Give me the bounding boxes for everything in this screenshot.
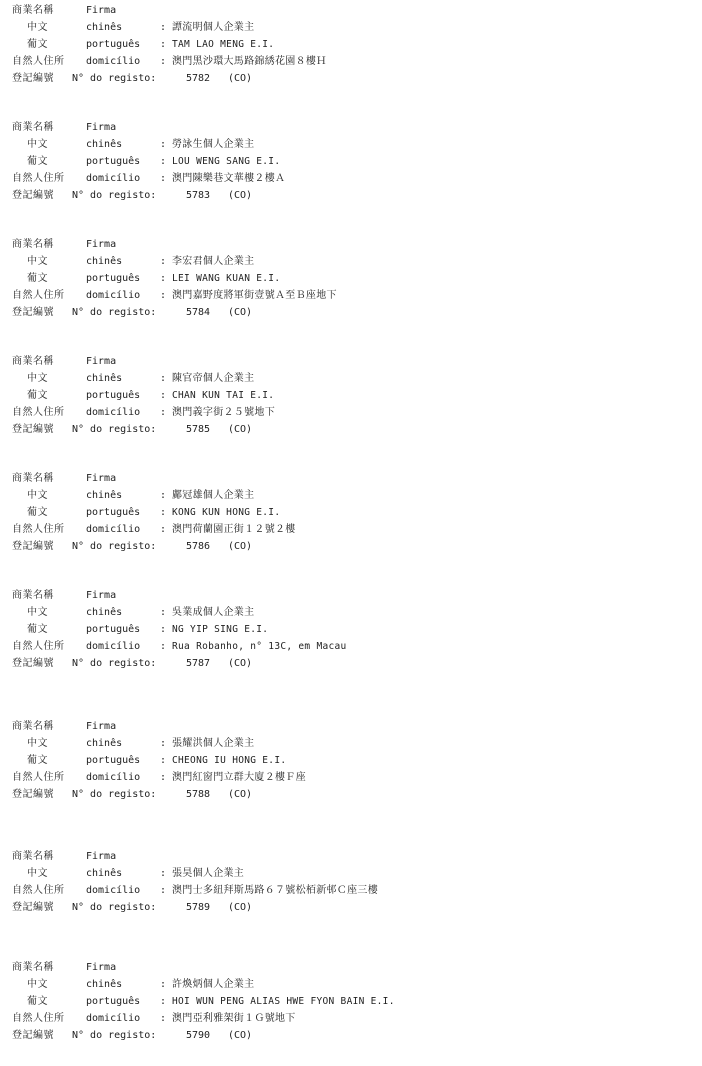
registration-row [0, 423, 702, 437]
domicile-value: 澳門陳樂巷文華樓２樓Ａ [172, 173, 286, 184]
domicile-value: 澳門士多紐拜斯馬路６７號松栢新邨Ｃ座三樓 [172, 885, 378, 896]
domicile-row [0, 55, 702, 69]
portuguese-label-zh: 葡文 [27, 39, 48, 50]
portuguese-label-zh: 葡文 [27, 996, 48, 1007]
colon-separator: : [160, 738, 167, 749]
portuguese-name-value: KONG KUN HONG E.I. [172, 507, 281, 518]
firm-header-row [0, 121, 702, 135]
domicile-value: 澳門荷蘭園正街１２號２樓 [172, 524, 296, 535]
chinese-label-pt: chinês [86, 490, 123, 501]
portuguese-name-row [0, 389, 702, 403]
chinese-name-row [0, 21, 702, 35]
colon-separator: : [160, 624, 167, 635]
colon-separator: : [160, 641, 167, 652]
domicile-label-pt: domicílio [86, 772, 141, 783]
registration-label-zh: 登記編號 [12, 658, 54, 669]
chinese-name-row [0, 489, 702, 503]
domicile-value: Rua Robanho, n° 13C, em Macau [172, 641, 347, 652]
chinese-label-zh: 中文 [27, 979, 48, 990]
portuguese-label-pt: português [86, 39, 141, 50]
chinese-label-pt: chinês [86, 373, 123, 384]
registration-code: (CO) [228, 541, 253, 552]
chinese-label-zh: 中文 [27, 868, 48, 879]
portuguese-label-pt: português [86, 156, 141, 167]
portuguese-name-row [0, 155, 702, 169]
firm-label-zh: 商業名稱 [12, 5, 54, 16]
domicile-row [0, 289, 702, 303]
colon-separator: : [160, 407, 167, 418]
colon-separator: : [160, 607, 167, 618]
domicile-label-zh: 自然人住所 [12, 885, 65, 896]
domicile-label-zh: 自然人住所 [12, 407, 65, 418]
colon-separator: : [160, 979, 167, 990]
chinese-name-row [0, 978, 702, 992]
portuguese-name-value: TAM LAO MENG E.I. [172, 39, 275, 50]
chinese-name-value: 張耀洪個人企業主 [172, 738, 255, 749]
registration-label-zh: 登記編號 [12, 1030, 54, 1041]
registration-label-pt: N° do registo: [72, 190, 157, 201]
domicile-value: 澳門紅窗門立群大廈２樓Ｆ座 [172, 772, 306, 783]
registration-code: (CO) [228, 73, 253, 84]
domicile-value: 澳門嘉野度將軍街壹號Ａ至Ｂ座地下 [172, 290, 337, 301]
chinese-label-pt: chinês [86, 979, 123, 990]
firm-label-pt: Firma [86, 721, 117, 732]
registration-code: (CO) [228, 902, 253, 913]
chinese-label-pt: chinês [86, 22, 123, 33]
firm-label-zh: 商業名稱 [12, 473, 54, 484]
portuguese-name-row [0, 623, 702, 637]
colon-separator: : [160, 390, 167, 401]
domicile-label-pt: domicílio [86, 173, 141, 184]
domicile-label-pt: domicílio [86, 407, 141, 418]
chinese-name-value: 李宏君個人企業主 [172, 256, 255, 267]
domicile-value: 澳門義字街２５號地下 [172, 407, 275, 418]
firm-label-zh: 商業名稱 [12, 721, 54, 732]
chinese-label-zh: 中文 [27, 139, 48, 150]
chinese-label-zh: 中文 [27, 607, 48, 618]
firm-header-row [0, 472, 702, 486]
registration-label-pt: N° do registo: [72, 541, 157, 552]
domicile-row [0, 884, 702, 898]
colon-separator: : [160, 22, 167, 33]
registration-label-pt: N° do registo: [72, 424, 157, 435]
chinese-label-pt: chinês [86, 868, 123, 879]
registration-label-pt: N° do registo: [72, 73, 157, 84]
portuguese-name-row [0, 754, 702, 768]
colon-separator: : [160, 490, 167, 501]
colon-separator: : [160, 156, 167, 167]
chinese-label-zh: 中文 [27, 738, 48, 749]
chinese-name-value: 勞詠生個人企業主 [172, 139, 255, 150]
colon-separator: : [160, 273, 167, 284]
registration-number: 5785 [186, 424, 211, 435]
colon-separator: : [160, 755, 167, 766]
domicile-row [0, 172, 702, 186]
registration-code: (CO) [228, 424, 253, 435]
domicile-label-zh: 自然人住所 [12, 56, 65, 67]
colon-separator: : [160, 290, 167, 301]
registration-number: 5789 [186, 902, 211, 913]
portuguese-label-pt: português [86, 507, 141, 518]
registration-number: 5790 [186, 1030, 211, 1041]
chinese-name-row [0, 867, 702, 881]
registration-row [0, 189, 702, 203]
portuguese-label-pt: português [86, 755, 141, 766]
domicile-label-zh: 自然人住所 [12, 290, 65, 301]
registration-label-zh: 登記編號 [12, 902, 54, 913]
chinese-name-row [0, 255, 702, 269]
portuguese-label-zh: 葡文 [27, 755, 48, 766]
chinese-label-zh: 中文 [27, 256, 48, 267]
portuguese-name-value: CHEONG IU HONG E.I. [172, 755, 287, 766]
domicile-label-zh: 自然人住所 [12, 524, 65, 535]
portuguese-name-row [0, 995, 702, 1009]
portuguese-label-pt: português [86, 624, 141, 635]
portuguese-name-value: LEI WANG KUAN E.I. [172, 273, 281, 284]
firm-header-row [0, 961, 702, 975]
firm-label-zh: 商業名稱 [12, 122, 54, 133]
portuguese-name-row [0, 272, 702, 286]
firm-label-zh: 商業名稱 [12, 356, 54, 367]
portuguese-label-pt: português [86, 996, 141, 1007]
chinese-name-value: 許煥炳個人企業主 [172, 979, 255, 990]
firm-header-row [0, 720, 702, 734]
registration-number: 5783 [186, 190, 211, 201]
firm-label-pt: Firma [86, 473, 117, 484]
colon-separator: : [160, 1013, 167, 1024]
colon-separator: : [160, 507, 167, 518]
portuguese-name-value: LOU WENG SANG E.I. [172, 156, 281, 167]
domicile-label-pt: domicílio [86, 524, 141, 535]
domicile-label-pt: domicílio [86, 641, 141, 652]
registration-row [0, 1029, 702, 1043]
firm-header-row [0, 589, 702, 603]
portuguese-label-pt: português [86, 390, 141, 401]
chinese-name-row [0, 138, 702, 152]
portuguese-name-row [0, 506, 702, 520]
domicile-row [0, 523, 702, 537]
registration-label-zh: 登記編號 [12, 424, 54, 435]
colon-separator: : [160, 885, 167, 896]
firm-label-zh: 商業名稱 [12, 962, 54, 973]
firm-header-row [0, 850, 702, 864]
colon-separator: : [160, 256, 167, 267]
registration-label-pt: N° do registo: [72, 307, 157, 318]
registration-code: (CO) [228, 1030, 253, 1041]
firm-label-zh: 商業名稱 [12, 590, 54, 601]
firm-label-pt: Firma [86, 5, 117, 16]
colon-separator: : [160, 56, 167, 67]
chinese-name-value: 吳業成個人企業主 [172, 607, 255, 618]
domicile-label-pt: domicílio [86, 56, 141, 67]
domicile-label-zh: 自然人住所 [12, 173, 65, 184]
registration-row [0, 72, 702, 86]
firm-label-pt: Firma [86, 122, 117, 133]
domicile-label-pt: domicílio [86, 290, 141, 301]
firm-label-zh: 商業名稱 [12, 239, 54, 250]
domicile-label-zh: 自然人住所 [12, 1013, 65, 1024]
chinese-label-pt: chinês [86, 256, 123, 267]
colon-separator: : [160, 772, 167, 783]
domicile-label-zh: 自然人住所 [12, 772, 65, 783]
chinese-label-zh: 中文 [27, 22, 48, 33]
chinese-name-value: 張昊個人企業主 [172, 868, 245, 879]
chinese-label-pt: chinês [86, 139, 123, 150]
registration-row [0, 540, 702, 554]
registration-row [0, 306, 702, 320]
chinese-label-zh: 中文 [27, 490, 48, 501]
portuguese-label-zh: 葡文 [27, 156, 48, 167]
chinese-name-row [0, 737, 702, 751]
domicile-value: 澳門亞利雅架街１Ｇ號地下 [172, 1013, 296, 1024]
registration-code: (CO) [228, 658, 253, 669]
registration-label-zh: 登記編號 [12, 190, 54, 201]
registration-row [0, 788, 702, 802]
portuguese-name-value: NG YIP SING E.I. [172, 624, 269, 635]
domicile-label-pt: domicílio [86, 885, 141, 896]
colon-separator: : [160, 139, 167, 150]
firm-label-pt: Firma [86, 851, 117, 862]
firm-label-pt: Firma [86, 239, 117, 250]
firm-header-row [0, 355, 702, 369]
registration-number: 5787 [186, 658, 211, 669]
chinese-label-pt: chinês [86, 738, 123, 749]
registration-number: 5786 [186, 541, 211, 552]
portuguese-label-zh: 葡文 [27, 390, 48, 401]
firm-label-zh: 商業名稱 [12, 851, 54, 862]
registration-number: 5788 [186, 789, 211, 800]
firm-header-row [0, 238, 702, 252]
registration-label-zh: 登記編號 [12, 789, 54, 800]
colon-separator: : [160, 173, 167, 184]
portuguese-name-value: HOI WUN PENG ALIAS HWE FYON BAIN E.I. [172, 996, 395, 1007]
domicile-label-zh: 自然人住所 [12, 641, 65, 652]
domicile-row [0, 771, 702, 785]
portuguese-label-zh: 葡文 [27, 507, 48, 518]
registration-code: (CO) [228, 307, 253, 318]
domicile-row [0, 1012, 702, 1026]
registration-label-zh: 登記編號 [12, 73, 54, 84]
colon-separator: : [160, 996, 167, 1007]
portuguese-label-pt: português [86, 273, 141, 284]
registration-number: 5782 [186, 73, 211, 84]
registration-code: (CO) [228, 190, 253, 201]
portuguese-label-zh: 葡文 [27, 624, 48, 635]
firm-label-pt: Firma [86, 590, 117, 601]
registration-number: 5784 [186, 307, 211, 318]
registration-label-pt: N° do registo: [72, 789, 157, 800]
colon-separator: : [160, 373, 167, 384]
domicile-value: 澳門黑沙環大馬路錦綉花園８樓Ｈ [172, 56, 327, 67]
firm-label-pt: Firma [86, 356, 117, 367]
registration-code: (CO) [228, 789, 253, 800]
registration-label-pt: N° do registo: [72, 1030, 157, 1041]
domicile-row [0, 640, 702, 654]
portuguese-label-zh: 葡文 [27, 273, 48, 284]
registration-row [0, 657, 702, 671]
chinese-label-pt: chinês [86, 607, 123, 618]
chinese-name-row [0, 606, 702, 620]
registration-label-pt: N° do registo: [72, 658, 157, 669]
chinese-name-value: 鄺冠雄個人企業主 [172, 490, 255, 501]
firm-header-row [0, 4, 702, 18]
domicile-label-pt: domicílio [86, 1013, 141, 1024]
registration-label-zh: 登記編號 [12, 307, 54, 318]
chinese-label-zh: 中文 [27, 373, 48, 384]
portuguese-name-row [0, 38, 702, 52]
colon-separator: : [160, 39, 167, 50]
registration-label-zh: 登記編號 [12, 541, 54, 552]
registration-label-pt: N° do registo: [72, 902, 157, 913]
registration-row [0, 901, 702, 915]
domicile-row [0, 406, 702, 420]
firm-label-pt: Firma [86, 962, 117, 973]
portuguese-name-value: CHAN KUN TAI E.I. [172, 390, 275, 401]
colon-separator: : [160, 524, 167, 535]
chinese-name-row [0, 372, 702, 386]
chinese-name-value: 陳官帝個人企業主 [172, 373, 255, 384]
chinese-name-value: 譚流明個人企業主 [172, 22, 255, 33]
colon-separator: : [160, 868, 167, 879]
